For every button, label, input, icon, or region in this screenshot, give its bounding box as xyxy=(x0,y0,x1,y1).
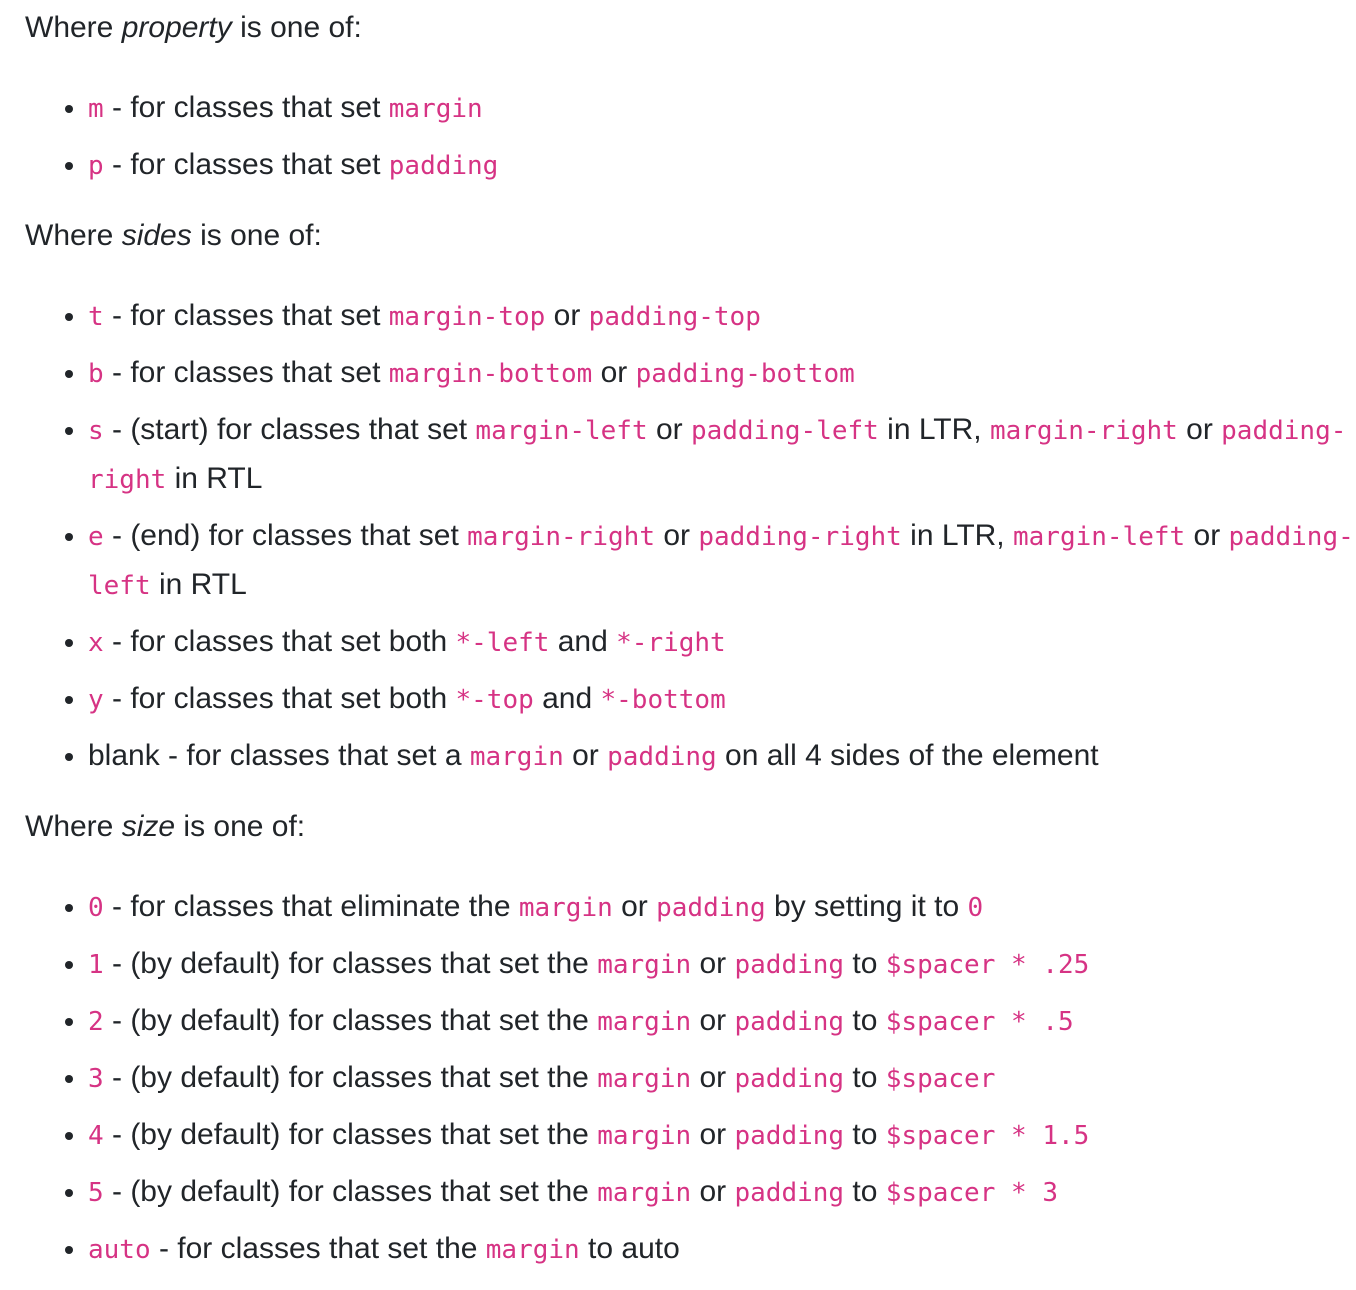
code-snippet: $spacer xyxy=(885,1064,996,1094)
code-snippet: padding-left xyxy=(690,416,879,446)
code-snippet: padding xyxy=(734,950,845,980)
code-snippet: $spacer * 1.5 xyxy=(885,1121,1090,1151)
item-text: or xyxy=(691,1175,735,1208)
code-snippet: *-right xyxy=(616,628,726,658)
code-snippet: padding xyxy=(734,1178,845,1208)
code-snippet: margin xyxy=(597,1178,692,1208)
code-snippet: b xyxy=(88,359,104,389)
code-snippet: t xyxy=(88,302,104,332)
item-text: to xyxy=(844,947,886,980)
intro-term: size xyxy=(121,810,176,843)
code-snippet: 0 xyxy=(967,893,984,923)
code-snippet: auto xyxy=(88,1235,151,1265)
list-item xyxy=(88,349,1356,398)
code-snippet: margin-right xyxy=(467,522,655,552)
item-text: - for classes that set xyxy=(103,148,389,181)
code-snippet: m xyxy=(88,94,104,124)
code-snippet: $spacer * .5 xyxy=(885,1007,1074,1037)
list-item xyxy=(88,997,1356,1046)
item-text: to xyxy=(844,1061,886,1094)
item-text: - (by default) for classes that set the xyxy=(103,947,598,980)
code-snippet: margin xyxy=(518,893,613,923)
intro-after: is one of: xyxy=(175,810,306,843)
item-text: to auto xyxy=(579,1232,680,1265)
intro-after: is one of: xyxy=(191,219,322,252)
code-snippet: padding-top xyxy=(588,302,761,332)
property-list xyxy=(25,84,1356,190)
item-text: or xyxy=(612,890,657,923)
code-snippet: margin xyxy=(597,1064,692,1094)
code-snippet: margin xyxy=(485,1235,580,1265)
code-snippet: y xyxy=(88,685,104,715)
code-snippet: *-bottom xyxy=(600,685,726,715)
item-text: - for classes that eliminate the xyxy=(103,890,519,923)
item-text: or xyxy=(691,1118,735,1151)
documentation-content xyxy=(0,4,1356,1274)
code-snippet: *-left xyxy=(455,628,550,658)
item-text: to xyxy=(844,1175,886,1208)
code-snippet: margin xyxy=(597,1121,692,1151)
code-snippet: padding xyxy=(656,893,766,923)
item-text: or xyxy=(647,413,691,446)
code-snippet: 2 xyxy=(88,1007,104,1037)
list-item xyxy=(88,1225,1356,1274)
item-text: and xyxy=(549,625,617,658)
code-snippet: margin-bottom xyxy=(388,359,593,389)
item-text: - (end) for classes that set xyxy=(103,519,468,552)
list-item xyxy=(88,1168,1356,1217)
item-text: blank - for classes that set a xyxy=(88,739,470,772)
code-snippet: s xyxy=(88,416,104,446)
section-intro-property xyxy=(25,4,1356,52)
intro-before: Where xyxy=(25,11,122,44)
item-text: or xyxy=(545,299,589,332)
list-item xyxy=(88,1054,1356,1103)
item-text: - (start) for classes that set xyxy=(103,413,476,446)
item-text: in RTL xyxy=(150,568,247,601)
item-text: in RTL xyxy=(166,462,263,495)
code-snippet: e xyxy=(88,522,104,552)
code-snippet: p xyxy=(88,151,104,181)
size-list xyxy=(25,883,1356,1274)
item-text: - (by default) for classes that set the xyxy=(103,1061,598,1094)
code-snippet: x xyxy=(88,628,104,658)
code-snippet: padding-bottom xyxy=(635,359,855,389)
item-text: or xyxy=(1177,413,1222,446)
code-snippet: 5 xyxy=(88,1178,104,1208)
code-snippet: *-top xyxy=(455,685,534,715)
list-item xyxy=(88,292,1356,341)
list-item xyxy=(88,732,1356,781)
item-text: - for classes that set both xyxy=(103,625,456,658)
list-item xyxy=(88,940,1356,989)
item-text: - for classes that set the xyxy=(150,1232,486,1265)
code-snippet: margin-right xyxy=(989,416,1178,446)
item-text: to xyxy=(844,1004,886,1037)
list-item xyxy=(88,883,1356,932)
code-snippet: 1 xyxy=(88,950,104,980)
code-snippet: padding xyxy=(734,1121,845,1151)
item-text: - (by default) for classes that set the xyxy=(103,1004,598,1037)
code-snippet: padding xyxy=(734,1064,845,1094)
item-text: - for classes that set xyxy=(103,91,389,124)
item-text: to xyxy=(844,1118,886,1151)
item-text: in LTR, xyxy=(878,413,990,446)
list-item xyxy=(88,1111,1356,1160)
code-snippet: padding xyxy=(607,742,717,772)
item-text: - (by default) for classes that set the xyxy=(103,1118,598,1151)
code-snippet: margin xyxy=(469,742,564,772)
code-snippet: padding-right xyxy=(88,416,1347,495)
sides-list xyxy=(25,292,1356,781)
code-snippet: margin xyxy=(597,1007,692,1037)
code-snippet: $spacer * .25 xyxy=(885,950,1090,980)
item-text: or xyxy=(691,947,735,980)
intro-term: property xyxy=(121,11,232,44)
code-snippet: margin xyxy=(597,950,692,980)
list-item xyxy=(88,141,1356,190)
code-snippet: margin xyxy=(388,94,483,124)
intro-term: sides xyxy=(121,219,192,252)
list-item xyxy=(88,84,1356,133)
item-text: and xyxy=(533,682,601,715)
code-snippet: margin-top xyxy=(388,302,546,332)
code-snippet: padding xyxy=(734,1007,845,1037)
code-snippet: padding xyxy=(388,151,499,181)
list-item xyxy=(88,512,1356,610)
code-snippet: padding-right xyxy=(698,522,902,552)
code-snippet: 0 xyxy=(88,893,104,923)
code-snippet: 4 xyxy=(88,1121,104,1151)
list-item xyxy=(88,675,1356,724)
item-text: or xyxy=(691,1061,735,1094)
intro-before: Where xyxy=(25,810,122,843)
item-text: or xyxy=(592,356,636,389)
item-text: on all 4 sides of the element xyxy=(716,739,1099,772)
intro-before: Where xyxy=(25,219,122,252)
section-intro-sides xyxy=(25,212,1356,260)
item-text: - for classes that set both xyxy=(103,682,456,715)
item-text: by setting it to xyxy=(765,890,968,923)
item-text: - for classes that set xyxy=(103,356,389,389)
item-text: or xyxy=(691,1004,735,1037)
item-text: in LTR, xyxy=(901,519,1013,552)
code-snippet: 3 xyxy=(88,1064,104,1094)
list-item xyxy=(88,406,1356,504)
item-text: - for classes that set xyxy=(103,299,389,332)
intro-after: is one of: xyxy=(231,11,362,44)
code-snippet: $spacer * 3 xyxy=(885,1178,1058,1208)
list-item xyxy=(88,618,1356,667)
item-text: or xyxy=(563,739,608,772)
item-text: or xyxy=(1185,519,1229,552)
section-intro-size xyxy=(25,803,1356,851)
code-snippet: padding-left xyxy=(88,522,1354,601)
code-snippet: margin-left xyxy=(1012,522,1186,552)
item-text: - (by default) for classes that set the xyxy=(103,1175,598,1208)
code-snippet: margin-left xyxy=(475,416,648,446)
item-text: or xyxy=(654,519,699,552)
